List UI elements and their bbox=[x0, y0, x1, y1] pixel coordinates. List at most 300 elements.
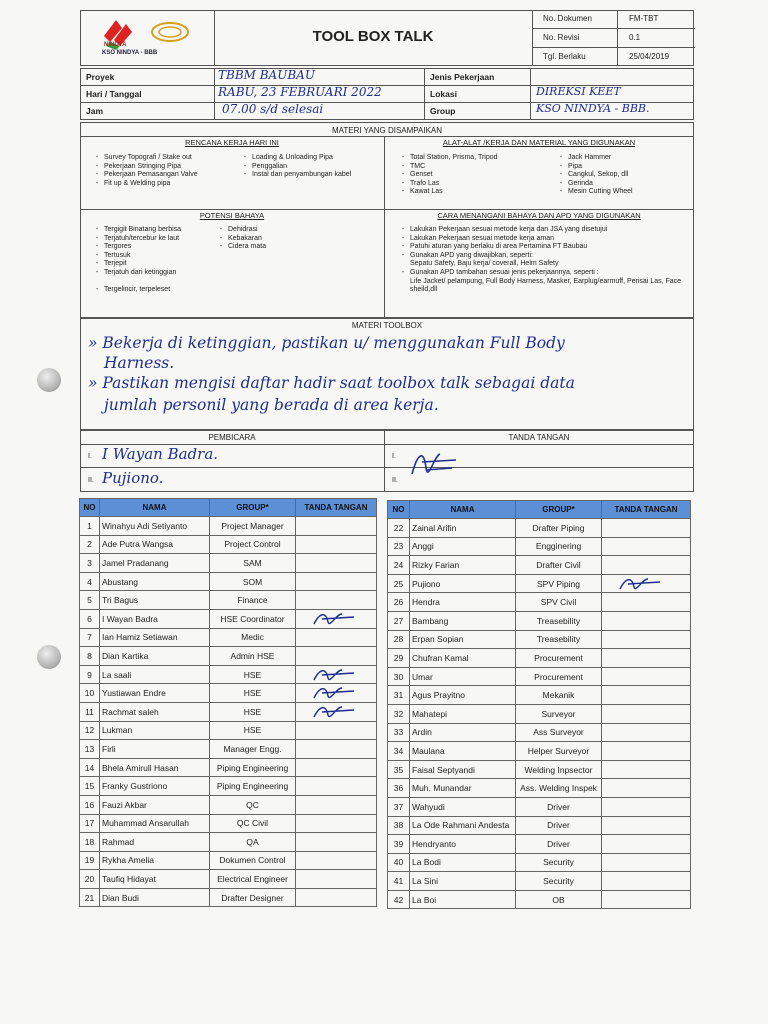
list-item: - Dehidrasi bbox=[228, 226, 348, 235]
row-signature-cell[interactable] bbox=[296, 833, 377, 852]
col-header-ttd: TANDA TANGAN bbox=[296, 499, 377, 517]
table-row bbox=[388, 593, 691, 612]
row-name: Zainal Arifin bbox=[410, 519, 516, 538]
row-number: 26 bbox=[388, 593, 410, 612]
row-number: 41 bbox=[388, 872, 410, 891]
row-signature-cell[interactable] bbox=[296, 572, 377, 591]
cara-title: CARA MENANGANI BAHAYA DAN APD YANG DIGUNAKAN bbox=[437, 211, 641, 220]
toolbox-line-1[interactable]: » Bekerja di ketinggian, pastikan u/ menggunakan Full Body bbox=[88, 334, 565, 352]
materi-hline bbox=[80, 209, 694, 210]
row-signature-cell[interactable] bbox=[602, 519, 691, 538]
row-signature-cell[interactable] bbox=[296, 609, 377, 628]
col-header-group: GROUP* bbox=[210, 499, 296, 517]
group-value[interactable]: KSO NINDYA - BBB. bbox=[536, 102, 650, 115]
row-group: Treasebility bbox=[516, 630, 602, 649]
row-number: 16 bbox=[80, 795, 100, 814]
row-name: Agus Prayitno bbox=[410, 686, 516, 705]
toolbox-line-3[interactable]: » Pastikan mengisi daftar hadir saat toolbox talk sebagai data bbox=[88, 374, 575, 392]
table-row bbox=[80, 665, 377, 684]
row-number: 40 bbox=[388, 853, 410, 872]
list-item: - Tergigit Binatang berbisa bbox=[104, 226, 224, 235]
list-item: - Pekerjaan Stringing Pipa bbox=[104, 163, 244, 172]
table-row bbox=[80, 740, 377, 759]
table-row bbox=[388, 760, 691, 779]
row-group: Piping Engineering bbox=[210, 758, 296, 777]
row-number: 30 bbox=[388, 667, 410, 686]
col-header-nama: NAMA bbox=[100, 499, 210, 517]
col-header-no: NO bbox=[388, 501, 410, 519]
row-name: Yustiawan Endre bbox=[100, 684, 210, 703]
row-name: Hendryanto bbox=[410, 835, 516, 854]
row-group: Project Control bbox=[210, 535, 296, 554]
hari-label: Hari / Tanggal bbox=[86, 89, 142, 99]
row-name: Fauzi Akbar bbox=[100, 795, 210, 814]
row-number: 29 bbox=[388, 649, 410, 668]
doc-number-label: No. Dokumen bbox=[543, 14, 592, 23]
row-name: Maulana bbox=[410, 742, 516, 761]
table-row bbox=[388, 686, 691, 705]
row-signature-cell[interactable] bbox=[602, 742, 691, 761]
list-item: Sepatu Safety, Baju kerja/ coverall, Helm Safety bbox=[410, 260, 559, 268]
row-group: Mekanik bbox=[516, 686, 602, 705]
signature-icon bbox=[310, 666, 360, 684]
row-signature-cell[interactable] bbox=[602, 816, 691, 835]
row-name: Dian Kartika bbox=[100, 647, 210, 666]
row-group: Project Manager bbox=[210, 517, 296, 536]
signature-icon bbox=[310, 684, 360, 702]
table-row bbox=[80, 833, 377, 852]
list-item: - Patuhi aturan yang berlaku di area Pertamina FT Baubau bbox=[410, 243, 700, 252]
signature-1-num: I. bbox=[392, 453, 396, 460]
row-name: Muhammad Ansarullah bbox=[100, 814, 210, 833]
row-signature-cell[interactable] bbox=[602, 611, 691, 630]
row-group: Drafter Piping bbox=[516, 519, 602, 538]
list-item: - Kebakaran bbox=[228, 235, 348, 244]
row-number: 6 bbox=[80, 609, 100, 628]
row-signature-cell[interactable] bbox=[296, 888, 377, 907]
row-number: 18 bbox=[80, 833, 100, 852]
table-row bbox=[388, 556, 691, 575]
toolbox-line-4[interactable]: jumlah personil yang berada di area kerja. bbox=[104, 396, 439, 414]
row-number: 22 bbox=[388, 519, 410, 538]
row-group: Surveyor bbox=[516, 704, 602, 723]
document-title: TOOL BOX TALK bbox=[312, 28, 434, 45]
doc-field-hline bbox=[533, 47, 695, 48]
row-number: 32 bbox=[388, 704, 410, 723]
row-number: 42 bbox=[388, 890, 410, 909]
binder-hole bbox=[37, 368, 61, 392]
list-item: - Survey Topografi / Stake out bbox=[104, 154, 244, 163]
attendance-table-left bbox=[79, 498, 377, 907]
row-name: Anggi bbox=[410, 537, 516, 556]
row-signature-cell[interactable] bbox=[296, 702, 377, 721]
row-signature-cell[interactable] bbox=[602, 667, 691, 686]
proyek-label: Proyek bbox=[86, 72, 115, 82]
row-group: HSE bbox=[210, 665, 296, 684]
speaker-2-name[interactable]: Pujiono. bbox=[102, 469, 164, 487]
row-signature-cell[interactable] bbox=[296, 647, 377, 666]
row-signature-cell[interactable] bbox=[296, 777, 377, 796]
rencana-list-2 bbox=[240, 154, 392, 180]
row-number: 23 bbox=[388, 537, 410, 556]
row-number: 8 bbox=[80, 647, 100, 666]
row-group: Drafter Civil bbox=[516, 556, 602, 575]
row-group: Piping Engineering bbox=[210, 777, 296, 796]
row-group: Manager Engg. bbox=[210, 740, 296, 759]
row-name: Rahmad bbox=[100, 833, 210, 852]
list-item: - Gunakan APD yang diwajibkan, seperti: bbox=[410, 252, 700, 261]
row-name: Rizky Farian bbox=[410, 556, 516, 575]
row-number: 9 bbox=[80, 665, 100, 684]
row-signature-cell[interactable] bbox=[602, 574, 691, 593]
row-group: Driver bbox=[516, 835, 602, 854]
jenis-label: Jenis Pekerjaan bbox=[430, 72, 495, 82]
logo-text: NINDYA bbox=[104, 42, 127, 48]
lokasi-value[interactable]: DIREKSI KEET bbox=[536, 85, 621, 98]
table-row bbox=[80, 554, 377, 573]
doc-field-vline bbox=[617, 10, 618, 66]
row-group: SOM bbox=[210, 572, 296, 591]
row-name: La saali bbox=[100, 665, 210, 684]
row-name: Erpan Sopian bbox=[410, 630, 516, 649]
list-item: - Tergelincir, terpeleset bbox=[104, 286, 224, 295]
row-signature-cell[interactable] bbox=[602, 797, 691, 816]
row-group: Helper Surveyor bbox=[516, 742, 602, 761]
row-signature-cell[interactable] bbox=[602, 853, 691, 872]
row-signature-cell[interactable] bbox=[602, 593, 691, 612]
list-item: - Kawat Las bbox=[410, 188, 560, 197]
row-group: Dokumen Control bbox=[210, 851, 296, 870]
alat-title: ALAT-ALAT /KERJA DAN MATERIAL YANG DIGUNAKAN bbox=[442, 138, 636, 147]
row-group: QA bbox=[210, 833, 296, 852]
table-row bbox=[388, 630, 691, 649]
table-row bbox=[388, 723, 691, 742]
row-signature-cell[interactable] bbox=[602, 630, 691, 649]
list-item: - Total Station, Prisma, Tripod bbox=[410, 154, 560, 163]
row-signature-cell[interactable] bbox=[602, 649, 691, 668]
row-number: 2 bbox=[80, 535, 100, 554]
row-group: Driver bbox=[516, 816, 602, 835]
table-row bbox=[80, 647, 377, 666]
row-name: Tri Bagus bbox=[100, 591, 210, 610]
row-name: La Boi bbox=[410, 890, 516, 909]
row-signature-cell[interactable] bbox=[602, 835, 691, 854]
row-name: Chufran Kamal bbox=[410, 649, 516, 668]
row-number: 39 bbox=[388, 835, 410, 854]
attendance-table-right bbox=[387, 500, 691, 909]
tanda-tangan-label: TANDA TANGAN bbox=[508, 433, 570, 442]
row-number: 13 bbox=[80, 740, 100, 759]
signature-icon bbox=[616, 575, 666, 593]
list-item: - Loading & Unloading Pipa bbox=[252, 154, 392, 163]
row-group: SAM bbox=[210, 554, 296, 573]
proyek-value[interactable]: TBBM BAUBAU bbox=[218, 68, 315, 82]
row-group: Finance bbox=[210, 591, 296, 610]
row-signature-cell[interactable] bbox=[296, 665, 377, 684]
table-row bbox=[80, 721, 377, 740]
row-signature-cell[interactable] bbox=[296, 870, 377, 889]
hari-value[interactable]: RABU, 23 FEBRUARI 2022 bbox=[218, 85, 382, 99]
row-name: Jamel Pradanang bbox=[100, 554, 210, 573]
table-row bbox=[388, 779, 691, 798]
table-row bbox=[388, 853, 691, 872]
row-group: Ass. Welding Inspek bbox=[516, 779, 602, 798]
info-vline bbox=[530, 68, 531, 120]
potensi-title: POTENSI BAHAYA bbox=[199, 211, 265, 220]
rencana-title: RENCANA KERJA HARI INI bbox=[185, 138, 279, 147]
row-name: Ardin bbox=[410, 723, 516, 742]
table-row bbox=[80, 795, 377, 814]
row-name: Wahyudi bbox=[410, 797, 516, 816]
table-row bbox=[388, 835, 691, 854]
row-name: Winahyu Adi Setiyanto bbox=[100, 517, 210, 536]
rencana-list-1 bbox=[92, 154, 244, 188]
row-group: Treasebility bbox=[516, 611, 602, 630]
row-name: Hendra bbox=[410, 593, 516, 612]
list-item: - Fit up & Welding pipa bbox=[104, 180, 244, 189]
row-number: 17 bbox=[80, 814, 100, 833]
col-header-nama: NAMA bbox=[410, 501, 516, 519]
table-row bbox=[388, 704, 691, 723]
row-number: 36 bbox=[388, 779, 410, 798]
row-signature-cell[interactable] bbox=[296, 758, 377, 777]
row-group: HSE bbox=[210, 721, 296, 740]
row-name: Firli bbox=[100, 740, 210, 759]
row-signature-cell[interactable] bbox=[296, 517, 377, 536]
list-item: - Terjatuh/tercebur ke laut bbox=[104, 235, 224, 244]
speaker-signature-icon bbox=[404, 446, 464, 486]
row-name: Dian Budi bbox=[100, 888, 210, 907]
row-signature-cell[interactable] bbox=[296, 721, 377, 740]
list-item: - Jack Hammer bbox=[568, 154, 704, 163]
potensi-list-1 bbox=[92, 226, 224, 294]
signature-2-num: II. bbox=[392, 477, 398, 484]
list-item: - Penggalian bbox=[252, 163, 392, 172]
row-name: Umar bbox=[410, 667, 516, 686]
alat-list-2 bbox=[556, 154, 704, 197]
row-signature-cell[interactable] bbox=[296, 591, 377, 610]
list-item: Life Jacket/ pelampung, Full Body Harness, Masker, Earplug/earmuff, Perisai Las, Face sheild,dll bbox=[410, 277, 682, 294]
potensi-list-2 bbox=[216, 226, 348, 252]
row-group: HSE bbox=[210, 684, 296, 703]
table-row bbox=[80, 591, 377, 610]
list-item: - Instal dan penyambungan kabel bbox=[252, 171, 392, 180]
row-number: 5 bbox=[80, 591, 100, 610]
row-group: Security bbox=[516, 872, 602, 891]
list-item: - Pekerjaan Pemasangan Valve bbox=[104, 171, 244, 180]
row-signature-cell[interactable] bbox=[296, 684, 377, 703]
col-header-group: GROUP* bbox=[516, 501, 602, 519]
row-signature-cell[interactable] bbox=[602, 779, 691, 798]
list-item: - Lakukan Pekerjaan sesuai metode kerja dan JSA yang disetujui bbox=[410, 226, 700, 235]
table-row bbox=[80, 535, 377, 554]
row-signature-cell[interactable] bbox=[296, 535, 377, 554]
speaker-2-num: II. bbox=[88, 477, 94, 484]
list-item: - Cidera mata bbox=[228, 243, 348, 252]
row-name: I Wayan Badra bbox=[100, 609, 210, 628]
row-name: La Bodi bbox=[410, 853, 516, 872]
row-signature-cell[interactable] bbox=[296, 628, 377, 647]
table-row bbox=[388, 816, 691, 835]
row-signature-cell[interactable] bbox=[602, 704, 691, 723]
row-number: 11 bbox=[80, 702, 100, 721]
table-row bbox=[80, 609, 377, 628]
row-name: Abustang bbox=[100, 572, 210, 591]
row-signature-cell[interactable] bbox=[602, 760, 691, 779]
jam-label: Jam bbox=[86, 106, 104, 116]
doc-field-table bbox=[532, 10, 695, 66]
list-item: - Trafo Las bbox=[410, 180, 560, 189]
row-group: HSE Coordinator bbox=[210, 609, 296, 628]
row-number: 25 bbox=[388, 574, 410, 593]
row-signature-cell[interactable] bbox=[296, 851, 377, 870]
table-row bbox=[80, 702, 377, 721]
table-row bbox=[80, 628, 377, 647]
jam-value[interactable]: 07.00 s/d selesai bbox=[222, 102, 324, 116]
row-group: Engginering bbox=[516, 537, 602, 556]
row-number: 4 bbox=[80, 572, 100, 591]
signature-icon bbox=[310, 703, 360, 721]
row-group: Admin HSE bbox=[210, 647, 296, 666]
speaker-1-name[interactable]: I Wayan Badra. bbox=[102, 445, 219, 463]
row-name: La Ode Rahmani Andesta bbox=[410, 816, 516, 835]
row-number: 28 bbox=[388, 630, 410, 649]
row-name: Bhela Amirull Hasan bbox=[100, 758, 210, 777]
list-item: - Terjatuh dari ketinggian bbox=[104, 269, 224, 278]
table-row bbox=[388, 667, 691, 686]
company-logo bbox=[96, 14, 196, 60]
col-header-ttd: TANDA TANGAN bbox=[602, 501, 691, 519]
list-item: - Genset bbox=[410, 171, 560, 180]
table-row bbox=[388, 574, 691, 593]
list-item: - TMC bbox=[410, 163, 560, 172]
row-signature-cell[interactable] bbox=[296, 740, 377, 759]
row-number: 20 bbox=[80, 870, 100, 889]
row-signature-cell[interactable] bbox=[602, 686, 691, 705]
row-group: OB bbox=[516, 890, 602, 909]
row-group: Procurement bbox=[516, 667, 602, 686]
row-number: 37 bbox=[388, 797, 410, 816]
list-item: - Cangkul, Sekop, dll bbox=[568, 171, 704, 180]
table-row bbox=[80, 684, 377, 703]
row-group: Medic bbox=[210, 628, 296, 647]
table-row bbox=[388, 742, 691, 761]
doc-number-value: FM-TBT bbox=[629, 14, 659, 23]
table-row bbox=[388, 872, 691, 891]
row-name: Faisal Septyandi bbox=[410, 760, 516, 779]
row-number: 7 bbox=[80, 628, 100, 647]
row-group: Welding Inpsector bbox=[516, 760, 602, 779]
row-group: Ass Surveyor bbox=[516, 723, 602, 742]
list-item: - Gunakan APD tambahan sesuai jenis pekerjaannya, seperti : bbox=[410, 269, 700, 278]
row-signature-cell[interactable] bbox=[296, 814, 377, 833]
row-name: Mahatepi bbox=[410, 704, 516, 723]
row-number: 38 bbox=[388, 816, 410, 835]
table-row bbox=[388, 649, 691, 668]
row-number: 31 bbox=[388, 686, 410, 705]
row-group: QC Civil bbox=[210, 814, 296, 833]
row-number: 21 bbox=[80, 888, 100, 907]
doc-field-hline bbox=[533, 28, 695, 29]
row-number: 12 bbox=[80, 721, 100, 740]
table-row bbox=[388, 537, 691, 556]
group-label: Group bbox=[430, 106, 456, 116]
materi-title: MATERI YANG DISAMPAIKAN bbox=[331, 126, 443, 135]
doc-date-value: 25/04/2019 bbox=[629, 52, 670, 61]
table-row bbox=[80, 777, 377, 796]
row-group: HSE bbox=[210, 702, 296, 721]
row-signature-cell[interactable] bbox=[602, 872, 691, 891]
list-item: - Tergores bbox=[104, 243, 224, 252]
row-group: SPV Piping bbox=[516, 574, 602, 593]
row-signature-cell[interactable] bbox=[296, 795, 377, 814]
table-row bbox=[80, 572, 377, 591]
row-group: Drafter Designer bbox=[210, 888, 296, 907]
row-signature-cell[interactable] bbox=[602, 890, 691, 909]
pembicara-label: PEMBICARA bbox=[208, 433, 256, 442]
list-item: - Terjepit bbox=[104, 260, 224, 269]
table-row bbox=[80, 758, 377, 777]
list-item: - Pipa bbox=[568, 163, 704, 172]
row-signature-cell[interactable] bbox=[296, 554, 377, 573]
list-item: - Mesin Cutting Wheel bbox=[568, 188, 704, 197]
doc-revision-value: 0.1 bbox=[629, 33, 641, 42]
row-name: Muh. Munandar bbox=[410, 779, 516, 798]
row-group: Security bbox=[516, 853, 602, 872]
row-number: 24 bbox=[388, 556, 410, 575]
binder-hole bbox=[37, 645, 61, 669]
table-row bbox=[388, 797, 691, 816]
row-name: Ade Putra Wangsa bbox=[100, 535, 210, 554]
info-vline bbox=[424, 68, 425, 120]
table-row bbox=[80, 870, 377, 889]
table-row bbox=[80, 851, 377, 870]
cara-list bbox=[398, 226, 700, 295]
row-number: 19 bbox=[80, 851, 100, 870]
row-name: Rykha Amelia bbox=[100, 851, 210, 870]
table-row bbox=[80, 814, 377, 833]
table-row bbox=[388, 611, 691, 630]
row-name: Lukman bbox=[100, 721, 210, 740]
row-number: 15 bbox=[80, 777, 100, 796]
table-row bbox=[388, 890, 691, 909]
info-vline bbox=[214, 68, 215, 120]
row-number: 35 bbox=[388, 760, 410, 779]
row-number: 1 bbox=[80, 517, 100, 536]
toolbox-line-2[interactable]: Harness. bbox=[104, 354, 175, 372]
row-group: SPV Civil bbox=[516, 593, 602, 612]
row-signature-cell[interactable] bbox=[602, 556, 691, 575]
row-name: Pujiono bbox=[410, 574, 516, 593]
speaker-1-num: I. bbox=[88, 453, 92, 460]
row-signature-cell[interactable] bbox=[602, 723, 691, 742]
row-group: Procurement bbox=[516, 649, 602, 668]
table-row bbox=[388, 519, 691, 538]
row-signature-cell[interactable] bbox=[602, 537, 691, 556]
signature-icon bbox=[310, 610, 360, 628]
row-number: 33 bbox=[388, 723, 410, 742]
row-number: 27 bbox=[388, 611, 410, 630]
list-item: - Tertusuk bbox=[104, 252, 224, 261]
lokasi-label: Lokasi bbox=[430, 89, 457, 99]
row-group: Electrical Engineer bbox=[210, 870, 296, 889]
list-item: - Gerinda bbox=[568, 180, 704, 189]
alat-list-1 bbox=[398, 154, 560, 197]
doc-revision-label: No. Revisi bbox=[543, 33, 580, 42]
row-name: Bambang bbox=[410, 611, 516, 630]
row-name: Rachmat saleh bbox=[100, 702, 210, 721]
doc-date-label: Tgl. Berlaku bbox=[543, 52, 586, 61]
